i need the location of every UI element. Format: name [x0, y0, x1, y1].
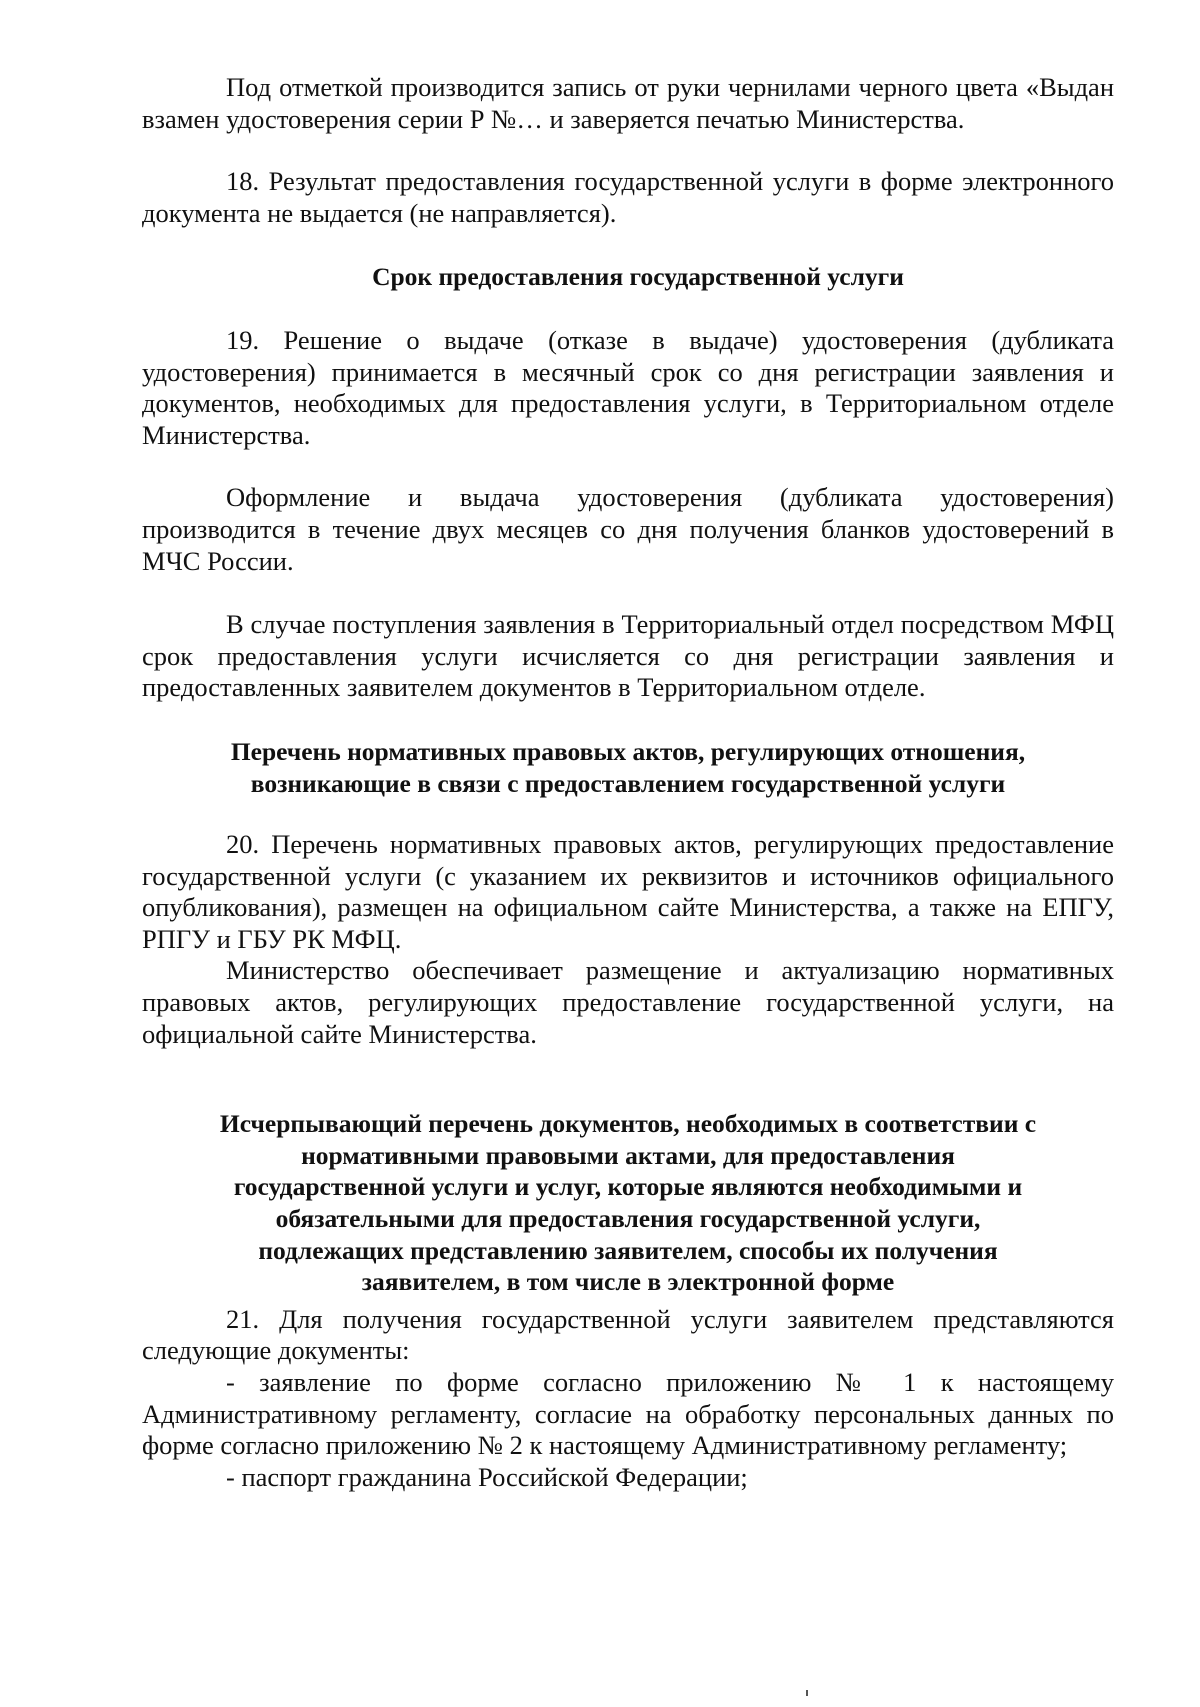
heading-documents-line: подлежащих представлению заявителем, способы их получения	[258, 1235, 998, 1265]
paragraph-20: 20. Перечень нормативных правовых актов, регулирующих предоставление государственной услуги (с указанием их реквизитов и источников официального опубликования), размещен на официальном сайте Министерства, а также на ЕПГУ, РПГУ и ГБУ РК МФЦ.	[142, 829, 1114, 954]
heading-documents-line: заявителем, в том числе в электронной форме	[361, 1267, 895, 1297]
paragraph-19-issue: Оформление и выдача удостоверения (дубликата удостоверения) производится в течение двух месяцев со дня получения бланков удостоверений в МЧС России.	[142, 482, 1114, 576]
heading-documents-line: обязательными для предоставления государственной услуги,	[275, 1204, 981, 1234]
paragraph-20-ministry: Министерство обеспечивает размещение и актуализацию нормативных правовых актов, регулирующих предоставление государственной услуги, на официальной сайте Министерства.	[142, 955, 1114, 1049]
paragraph-19: 19. Решение о выдаче (отказе в выдаче) удостоверения (дубликата удостоверения) принимается в месячный срок со дня регистрации заявления и документов, необходимых для предоставления услуги, в Территориальном отделе Министерства.	[142, 324, 1114, 450]
list-item-application: - заявление по форме согласно приложению № 1 к настоящему Административному регламенту, согласие на обработку персональных данных по форме согласно приложению № 2 к настоящему Административному регламенту;	[142, 1367, 1114, 1461]
heading-documents-line: нормативными правовыми актами, для предоставления	[301, 1140, 955, 1170]
heading-required-documents	[142, 1108, 1114, 1298]
heading-legal-acts-line: возникающие в связи с предоставлением государственной услуги	[250, 768, 1006, 798]
list-item-passport: - паспорт гражданина Российской Федерации;	[226, 1461, 748, 1492]
paragraph-18: 18. Результат предоставления государственной услуги в форме электронного документа не выдается (не направляется).	[142, 166, 1114, 228]
scan-speck	[806, 1690, 808, 1696]
heading-legal-acts	[142, 736, 1114, 799]
heading-documents-line: государственной услуги и услуг, которые являются необходимыми и	[233, 1172, 1023, 1202]
paragraph-stamp-note: Под отметкой производится запись от руки чернилами черного цвета «Выдан взамен удостоверения серии Р №… и заверяется печатью Министерства.	[142, 72, 1114, 134]
paragraph-21: 21. Для получения государственной услуги заявителем представляются следующие документы:	[142, 1303, 1114, 1366]
heading-legal-acts-line: Перечень нормативных правовых актов, регулирующих отношения,	[230, 736, 1026, 766]
document-page	[142, 72, 1114, 1493]
heading-documents-line: Исчерпывающий перечень документов, необходимых в соответствии с	[219, 1109, 1037, 1139]
heading-service-term: Срок предоставления государственной услуги	[372, 262, 904, 292]
paragraph-19-mfc: В случае поступления заявления в Территориальный отдел посредством МФЦ срок предоставления услуги исчисляется со дня регистрации заявления и предоставленных заявителем документов в Территориальном отделе.	[142, 609, 1114, 703]
